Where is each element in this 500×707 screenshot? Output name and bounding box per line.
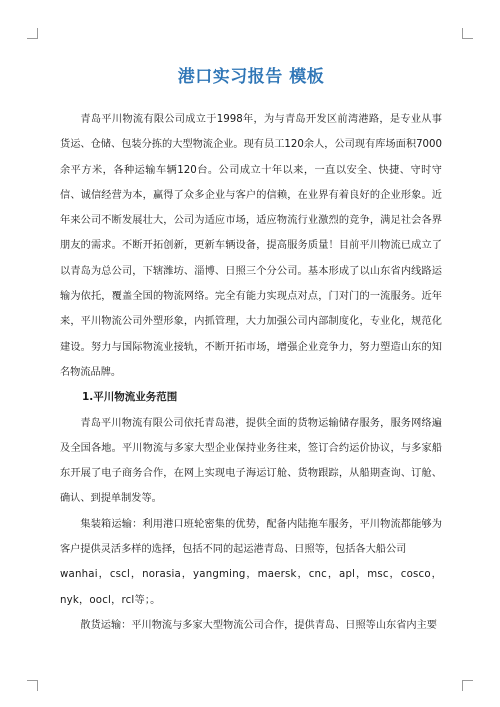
page-corner-mark-top-left [27, 28, 38, 39]
document-title: 港口实习报告 模板 [177, 67, 325, 87]
container-transport-paragraph: 集装箱运输：利用港口班轮密集的优势，配备内陆拖车服务，平川物流都能够为客户提供灵活多样的选择，包括不同的起运港青岛、日照等，包括各大船公司 [60, 518, 442, 556]
bulk-transport-paragraph: 散货运输：平川物流与多家大型物流公司合作，提供青岛、日照等山东省内主要 [80, 619, 437, 631]
page-corner-mark-bottom-left [27, 680, 38, 691]
document-page [60, 58, 442, 638]
page-corner-mark-top-right [462, 28, 473, 39]
intro-paragraph: 青岛平川物流有限公司成立于1998年，为与青岛开发区前湾港路，是专业从事货运、仓储、包装分拣的大型物流企业。现有员工120余人，公司现有库场面积7000余平方米，各种运输车辆120台。公司成立十年以来，一直以安全、快捷、守时守信、诚信经营为本，赢得了众多企业与客户的信赖，在业界有着良好的企业形象。近年来公司不断发展壮大，公司为适应市场，适应物流行业激烈的竞争，满足社会各界朋友的需求。不断开拓创新，更新车辆设备，提高服务质量！目前平川物流已成立了以青岛为总公司，下辖潍坊、淄博、日照三个分公司。基本形成了以山东省内线路运输为依托，覆盖全国的物流网络。完全有能力实现点对点，门对门的一流服务。近年来，平川物流公司外塑形象，内抓管理，大力加强公司内部制度化，专业化，规范化建设。努力与国际物流业接轨，不断开拓市场，增强企业竞争力，努力塑造山东的知名物流品牌。 [60, 114, 442, 378]
section-heading-business-scope: 1.平川物流业务范围 [82, 391, 178, 404]
page-corner-mark-bottom-right [462, 680, 473, 691]
shipping-lines-list: wanhai，cscl，norasia，yangming，maersk，cnc，apl，msc，cosco，nyk，oocl，rcl等；。 [60, 569, 442, 606]
business-scope-paragraph: 青岛平川物流有限公司依托青岛港，提供全面的货物运输储存服务，服务网络遍及全国各地。平川物流与多家大型企业保持业务往来，签订合约运价协议，与多家船东开展了电子商务合作，在网上实现电子海运订舱、货物跟踪，从船期查询、订舱、确认、到提单制发等。 [60, 417, 442, 505]
